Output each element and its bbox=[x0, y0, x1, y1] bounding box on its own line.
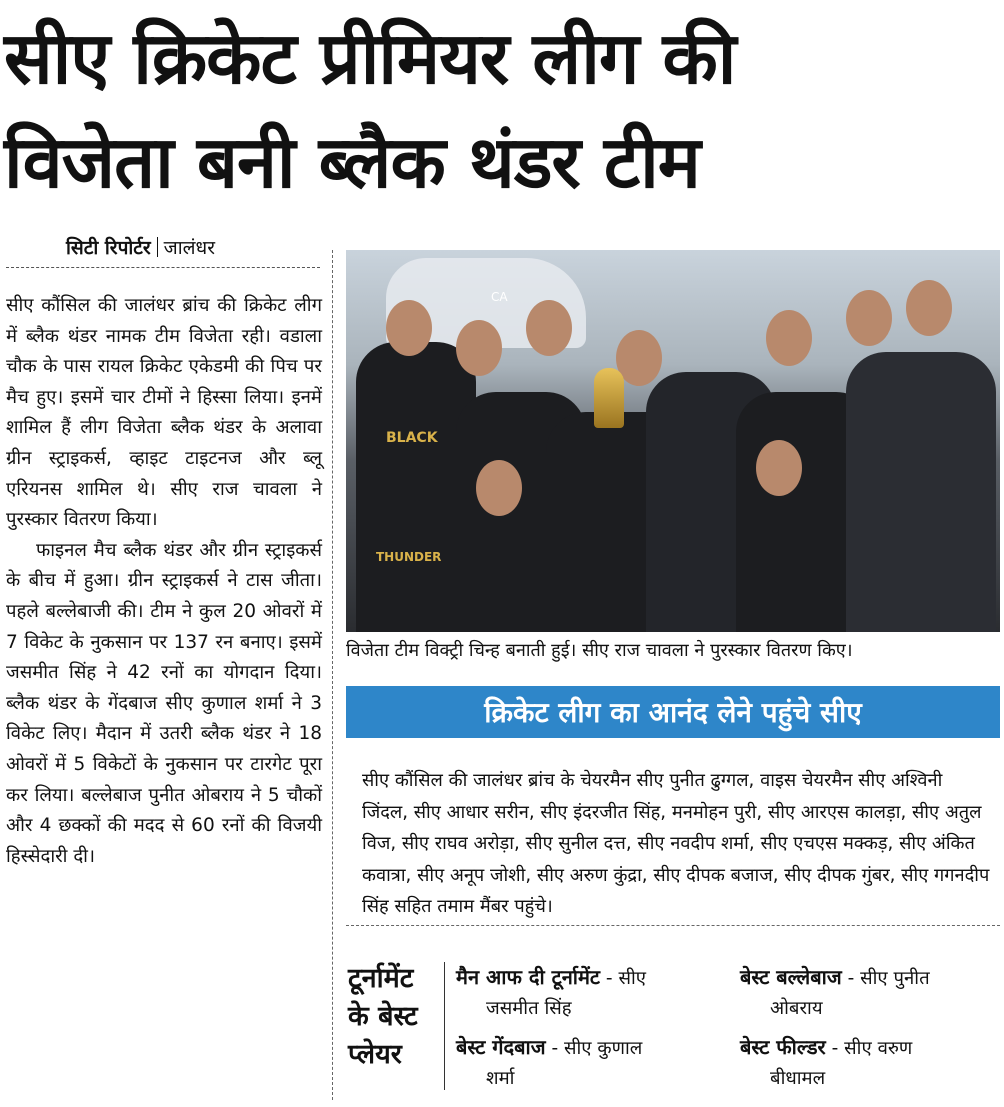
headline-line-2: विजेता बनी ब्लैक थंडर टीम bbox=[4, 120, 700, 204]
award-dash: - सीए bbox=[600, 968, 646, 989]
awards-label-line-2: के बेस्ट bbox=[348, 1001, 418, 1032]
photo-face bbox=[766, 310, 812, 366]
award-title: मैन आफ दी टूर्नामेंट bbox=[456, 965, 601, 989]
article-paragraph-2: फाइनल मैच ब्लैक थंडर और ग्रीन स्ट्राइकर्स के बीच में हुआ। ग्रीन स्ट्राइकर्स ने टास जीता। पहले बल्लेबाजी की। टीम ने कुल 20 ओवरों में 7 विकेट के नुकसान पर 137 रन बनाए। इसमें जसमीत सिंह ने 42 रनों का योगदान दिया। ब्लैक थंडर के गेंदबाज सीए कुणाल शर्मा ने 3 विकेट लिए। मैदान में उतरी ब्लैक थंडर ने 18 ओवरों में 5 विकेटों के नुकसान पर टारगेट पूरा कर लिया। बल्लेबाज पुनीत ओबराय ने 5 चौकों और 4 छक्कों की मदद से 60 रनों की विजयी हिस्सेदारी दी। bbox=[6, 539, 322, 867]
award-item bbox=[740, 1032, 912, 1094]
award-item bbox=[456, 962, 646, 1024]
awards-label-line-1: टूर्नामेंट bbox=[348, 963, 414, 994]
headline-line-1: सीए क्रिकेट प्रीमियर लीग की bbox=[4, 16, 736, 100]
award-winner: शर्मा bbox=[486, 1068, 515, 1089]
sidebar-body: सीए कौंसिल की जालंधर ब्रांच के चेयरमैन सीए पुनीत ढुग्गल, वाइस चेयरमैन सीए अश्विनी जिंदल, सीए आधार सरीन, सीए इंदरजीत सिंह, मनमोहन पुरी, सीए आरएस कालड़ा, सीए अतुल विज, सीए राघव अरोड़ा, सीए सुनील दत्त, सीए नवदीप शर्मा, सीए एचएस मक्कड़, सीए अंकित कवात्रा, सीए अनूप जोशी, सीए अरुण कुंद्रा, सीए दीपक बजाज, सीए दीपक गुंबर, सीए गगनदीप सिंह सहित तमाम मैंबर पहुंचे। bbox=[362, 770, 990, 918]
award-dash: - सीए पुनीत bbox=[841, 968, 930, 989]
jersey-text: BLACK bbox=[386, 430, 438, 446]
byline-reporter: सिटी रिपोर्टर bbox=[66, 237, 151, 259]
article-body bbox=[6, 291, 322, 872]
photo-caption: विजेता टीम विक्ट्री चिन्ह बनाती हुई। सीए राज चावला ने पुरस्कार वितरण किए। bbox=[346, 640, 853, 661]
sidebar-title: क्रिकेट लीग का आनंद लेने पहुंचे सीए bbox=[346, 686, 1000, 738]
photo-face bbox=[476, 460, 522, 516]
photo-face bbox=[526, 300, 572, 356]
photo-face bbox=[846, 290, 892, 346]
photo-face bbox=[906, 280, 952, 336]
photo-face bbox=[456, 320, 502, 376]
photo-face bbox=[386, 300, 432, 356]
sidebar-divider bbox=[346, 925, 1000, 926]
trophy-icon bbox=[594, 368, 624, 428]
photo-player bbox=[846, 352, 996, 632]
awards-label-line-3: प्लेयर bbox=[348, 1039, 402, 1070]
byline-city: जालंधर bbox=[163, 237, 215, 259]
cap-logo: CA bbox=[491, 290, 508, 304]
award-title: बेस्ट फील्डर bbox=[740, 1035, 826, 1059]
team-photo bbox=[346, 250, 1000, 632]
award-title: बेस्ट गेंदबाज bbox=[456, 1035, 546, 1059]
headline bbox=[4, 6, 1000, 214]
photo-face bbox=[756, 440, 802, 496]
award-dash: - सीए वरुण bbox=[825, 1038, 913, 1059]
article-paragraph-1: सीए कौंसिल की जालंधर ब्रांच की क्रिकेट लीग में ब्लैक थंडर नामक टीम विजेता रही। वडाला चौक के पास रायल क्रिकेट एकेडमी की पिच पर मैच हुए। इसमें चार टीमों ने हिस्सा लिया। इनमें शामिल हैं लीग विजेता ब्लैक थंडर के अलावा ग्रीन स्ट्राइकर्स, व्हाइट टाइटनज और ब्लू एरियनस शामिल थे। सीए राज चावला ने पुरस्कार वितरण किया। bbox=[6, 295, 322, 531]
award-winner: जसमीत सिंह bbox=[486, 998, 572, 1019]
award-title: बेस्ट बल्लेबाज bbox=[740, 965, 842, 989]
award-winner: बीधामल bbox=[770, 1068, 826, 1089]
column-divider bbox=[332, 250, 333, 1100]
award-item bbox=[456, 1032, 642, 1094]
award-dash: - सीए कुणाल bbox=[545, 1038, 643, 1059]
awards-label bbox=[348, 960, 438, 1074]
awards-divider bbox=[444, 962, 445, 1090]
byline-separator bbox=[157, 237, 158, 257]
jersey-text: THUNDER bbox=[376, 550, 442, 564]
award-winner: ओबराय bbox=[770, 998, 823, 1019]
award-item bbox=[740, 962, 930, 1024]
byline-rule bbox=[6, 267, 320, 268]
byline bbox=[66, 234, 215, 260]
